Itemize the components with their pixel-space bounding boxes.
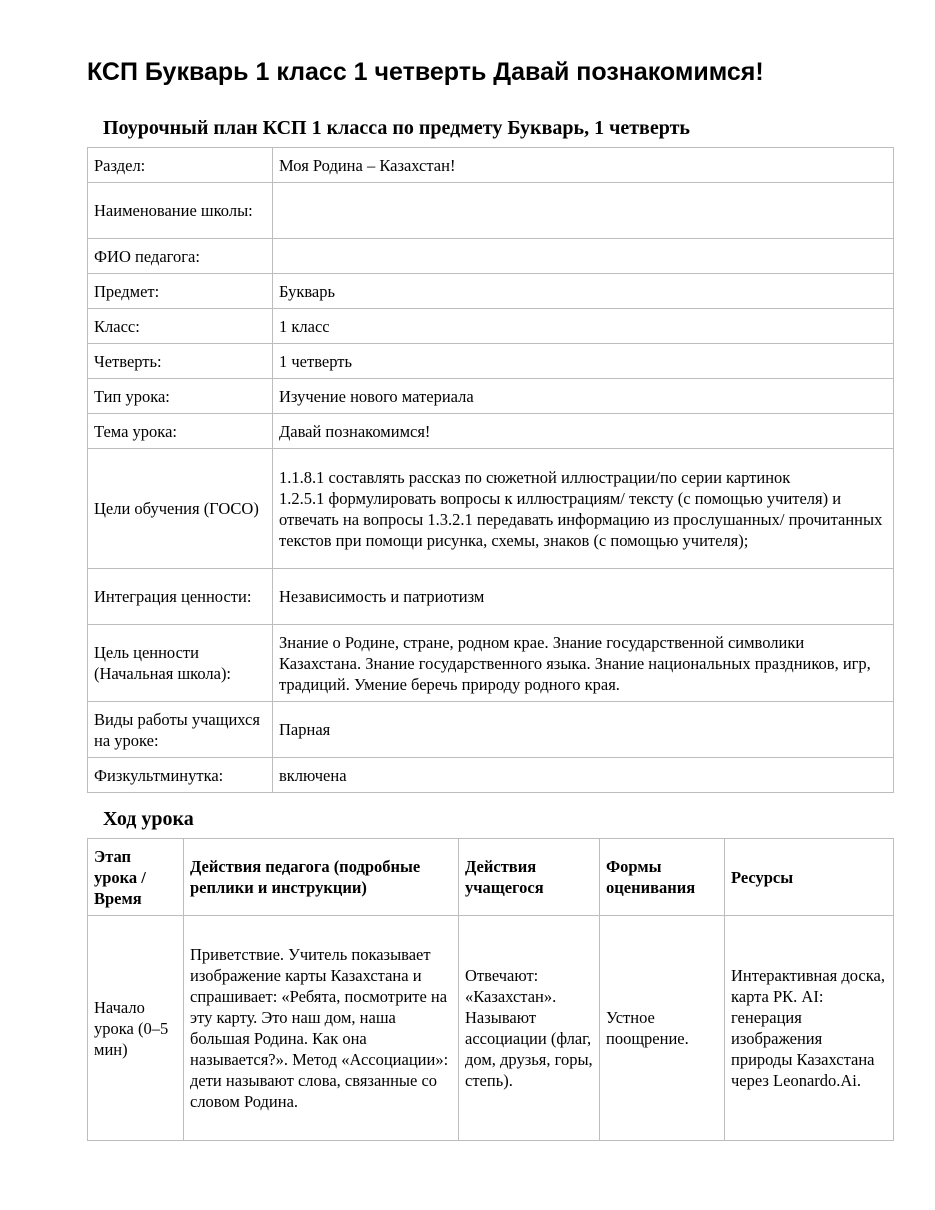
goal-line: 1.1.8.1 составлять рассказ по сюжетной иллюстрации/по серии картинок <box>279 467 791 487</box>
info-value: включена <box>273 758 894 793</box>
lesson-header-row <box>88 839 894 916</box>
info-value: Давай познакомимся! <box>273 414 894 449</box>
info-value: Моя Родина – Казахстан! <box>273 148 894 183</box>
plan-heading: Поурочный план КСП 1 класса по предмету Букварь, 1 четверть <box>103 117 690 139</box>
teacher-actions-cell: Приветствие. Учитель показывает изображение карты Казахстана и спрашивает: «Ребята, посмотрите на эту карту. Это наш дом, наша большая Родина. Как она называется?». Метод «Ассоциации»: дети называют слова, связанные со словом Родина. <box>184 916 459 1141</box>
info-value <box>273 183 894 239</box>
info-label: Виды работы учащихся на уроке: <box>88 702 273 758</box>
info-value: Парная <box>273 702 894 758</box>
header-stage: Этап урока / Время <box>88 839 184 916</box>
info-row-lesson-type <box>88 379 894 414</box>
info-label: Интеграция ценности: <box>88 569 273 625</box>
info-label: Предмет: <box>88 274 273 309</box>
info-value: Букварь <box>273 274 894 309</box>
info-table <box>87 147 894 793</box>
info-value: 1 четверть <box>273 344 894 379</box>
info-row-class <box>88 309 894 344</box>
lesson-table <box>87 838 894 1141</box>
info-value: Независимость и патриотизм <box>273 569 894 625</box>
info-label: Тип урока: <box>88 379 273 414</box>
info-row-value-integration <box>88 569 894 625</box>
info-value: Знание о Родине, стране, родном крае. Знание государственной символики Казахстана. Знание государственного языка. Знание национальных праздников, игр, традиций. Умение беречь природу родного края. <box>273 625 894 702</box>
info-row-subject <box>88 274 894 309</box>
info-value: Изучение нового материала <box>273 379 894 414</box>
info-row-school <box>88 183 894 239</box>
header-resources: Ресурсы <box>725 839 894 916</box>
info-row-physical-break <box>88 758 894 793</box>
header-assessment: Формы оценивания <box>600 839 725 916</box>
info-row-teacher <box>88 239 894 274</box>
info-value <box>273 239 894 274</box>
info-row-learning-goals <box>88 449 894 569</box>
info-row-lesson-topic <box>88 414 894 449</box>
resources-cell: Интерактивная доска, карта РК. AI: генерация изображения природы Казахстана через Leonardo.Ai. <box>725 916 894 1141</box>
info-row-work-types <box>88 702 894 758</box>
page-title: КСП Букварь 1 класс 1 четверть Давай познакомимся! <box>87 58 764 86</box>
info-label: Тема урока: <box>88 414 273 449</box>
header-student-actions: Действия учащегося <box>459 839 600 916</box>
header-teacher-actions: Действия педагога (подробные реплики и инструкции) <box>184 839 459 916</box>
info-label: Раздел: <box>88 148 273 183</box>
stage-cell: Начало урока (0–5 мин) <box>88 916 184 1141</box>
assessment-cell: Устное поощрение. <box>600 916 725 1141</box>
info-label: Класс: <box>88 309 273 344</box>
goal-line: 1.2.5.1 формулировать вопросы к иллюстрациям/ тексту (с помощью учителя) и отвечать на вопросы 1.3.2.1 передавать информацию из прослушанных/ прочитанных текстов при помощи рисунка, схемы, знаков (с помощью учителя); <box>279 488 883 550</box>
info-value: 1 класс <box>273 309 894 344</box>
info-label: Цель ценности (Начальная школа): <box>88 625 273 702</box>
info-value <box>273 449 894 569</box>
info-row-quarter <box>88 344 894 379</box>
info-label: Цели обучения (ГОСО) <box>88 449 273 569</box>
info-label: Физкультминутка: <box>88 758 273 793</box>
lesson-row <box>88 916 894 1141</box>
info-row-value-goal <box>88 625 894 702</box>
lesson-heading: Ход урока <box>103 808 194 830</box>
student-actions-cell: Отвечают: «Казахстан». Называют ассоциации (флаг, дом, друзья, горы, степь). <box>459 916 600 1141</box>
info-label: Наименование школы: <box>88 183 273 239</box>
info-label: ФИО педагога: <box>88 239 273 274</box>
info-row-section <box>88 148 894 183</box>
info-label: Четверть: <box>88 344 273 379</box>
